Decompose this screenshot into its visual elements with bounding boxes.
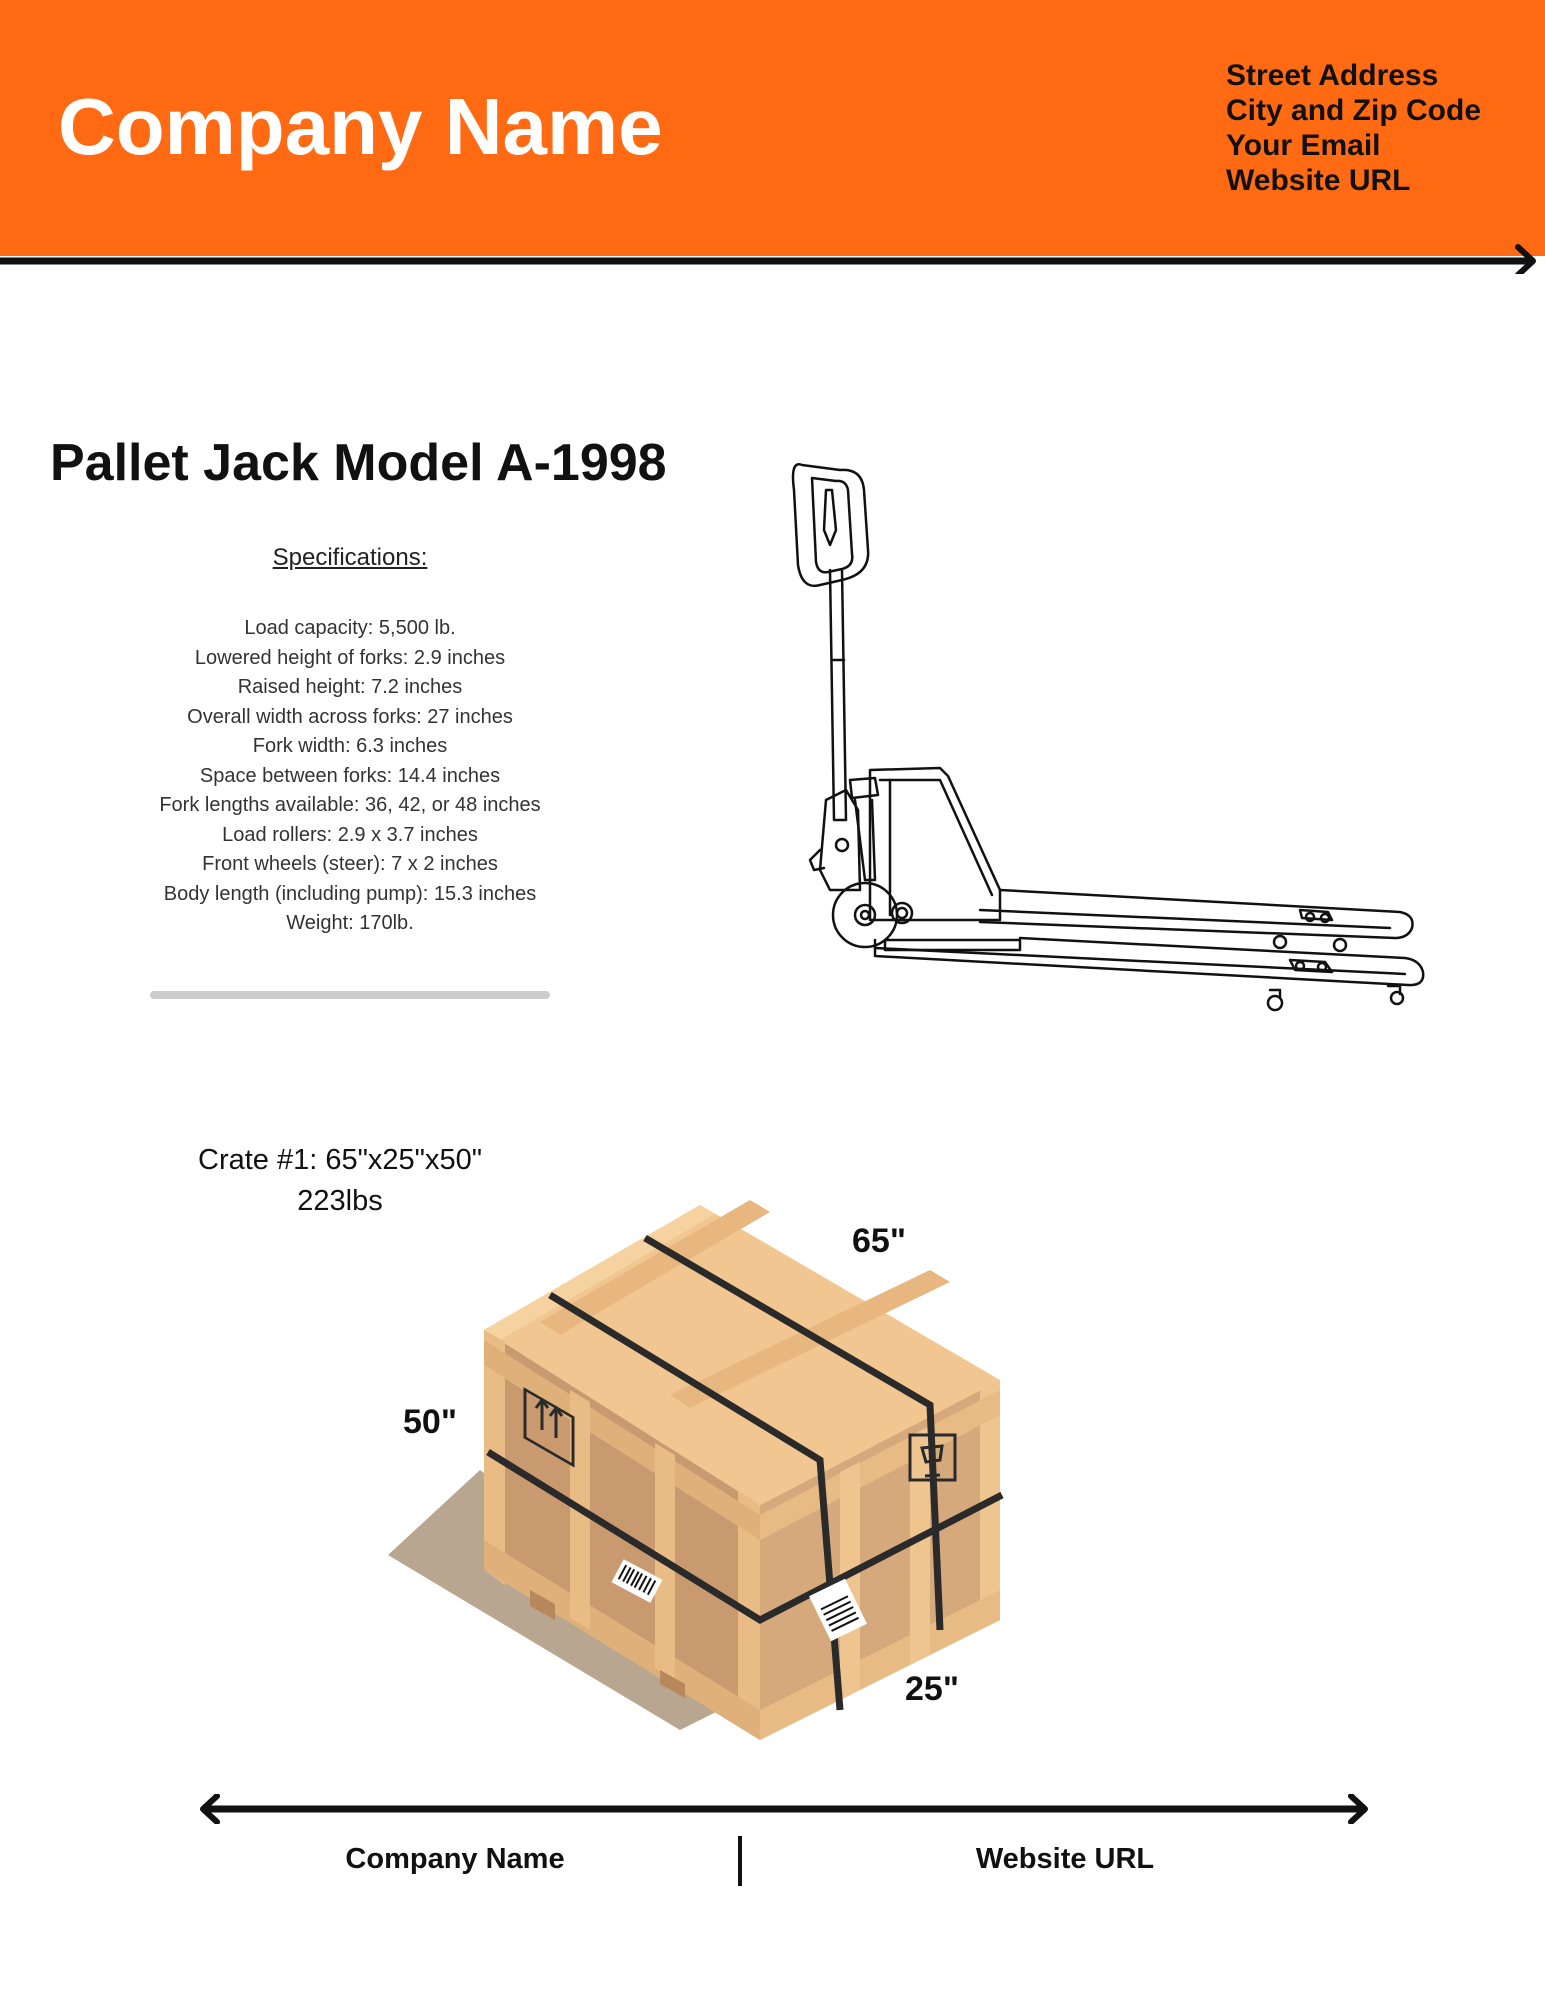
email[interactable]: Your Email <box>1226 129 1381 162</box>
footer-company-name: Company Name <box>345 1843 565 1875</box>
city-zip: City and Zip Code <box>1226 94 1481 127</box>
wooden-crate-icon <box>370 1190 1030 1750</box>
spec-item: Body length (including pump): 15.3 inches <box>163 882 537 905</box>
crate-dimensions: Crate #1: 65"x25"x50" <box>198 1144 482 1176</box>
spec-item: Lowered height of forks: 2.9 inches <box>194 646 506 669</box>
header-banner <box>0 0 1545 256</box>
crate-length-label: 65" <box>852 1222 906 1260</box>
spec-item: Space between forks: 14.4 inches <box>199 764 501 787</box>
footer-website-url[interactable]: Website URL <box>975 1843 1155 1875</box>
spec-item: Overall width across forks: 27 inches <box>187 705 513 728</box>
spec-item: Front wheels (steer): 7 x 2 inches <box>202 853 498 875</box>
spec-item: Load rollers: 2.9 x 3.7 inches <box>222 823 478 846</box>
spec-item: Fork lengths available: 36, 42, or 48 inches <box>159 794 541 816</box>
spec-item: Raised height: 7.2 inches <box>237 676 463 698</box>
company-name-title: Company Name <box>58 82 663 171</box>
specs-list <box>110 614 590 939</box>
product-title: Pallet Jack Model A-1998 <box>50 434 667 492</box>
specs-heading: Specifications: <box>272 544 428 571</box>
spec-item: Load capacity: 5,500 lb. <box>244 617 456 639</box>
header-arrow-rule <box>0 244 1545 274</box>
spec-item: Weight: 170lb. <box>286 912 414 934</box>
street-address: Street Address <box>1226 59 1439 92</box>
crate-depth-label: 25" <box>905 1670 959 1708</box>
spec-item: Fork width: 6.3 inches <box>252 735 448 757</box>
pallet-jack-icon <box>780 450 1440 1020</box>
footer-divider <box>738 1836 742 1886</box>
contact-block <box>1226 58 1481 198</box>
footer-double-arrow <box>195 1794 1375 1824</box>
crate-height-label: 50" <box>403 1403 457 1441</box>
crate-weight: 223lbs <box>297 1185 383 1217</box>
specs-divider-bar <box>150 991 550 999</box>
website-url[interactable]: Website URL <box>1226 164 1411 197</box>
